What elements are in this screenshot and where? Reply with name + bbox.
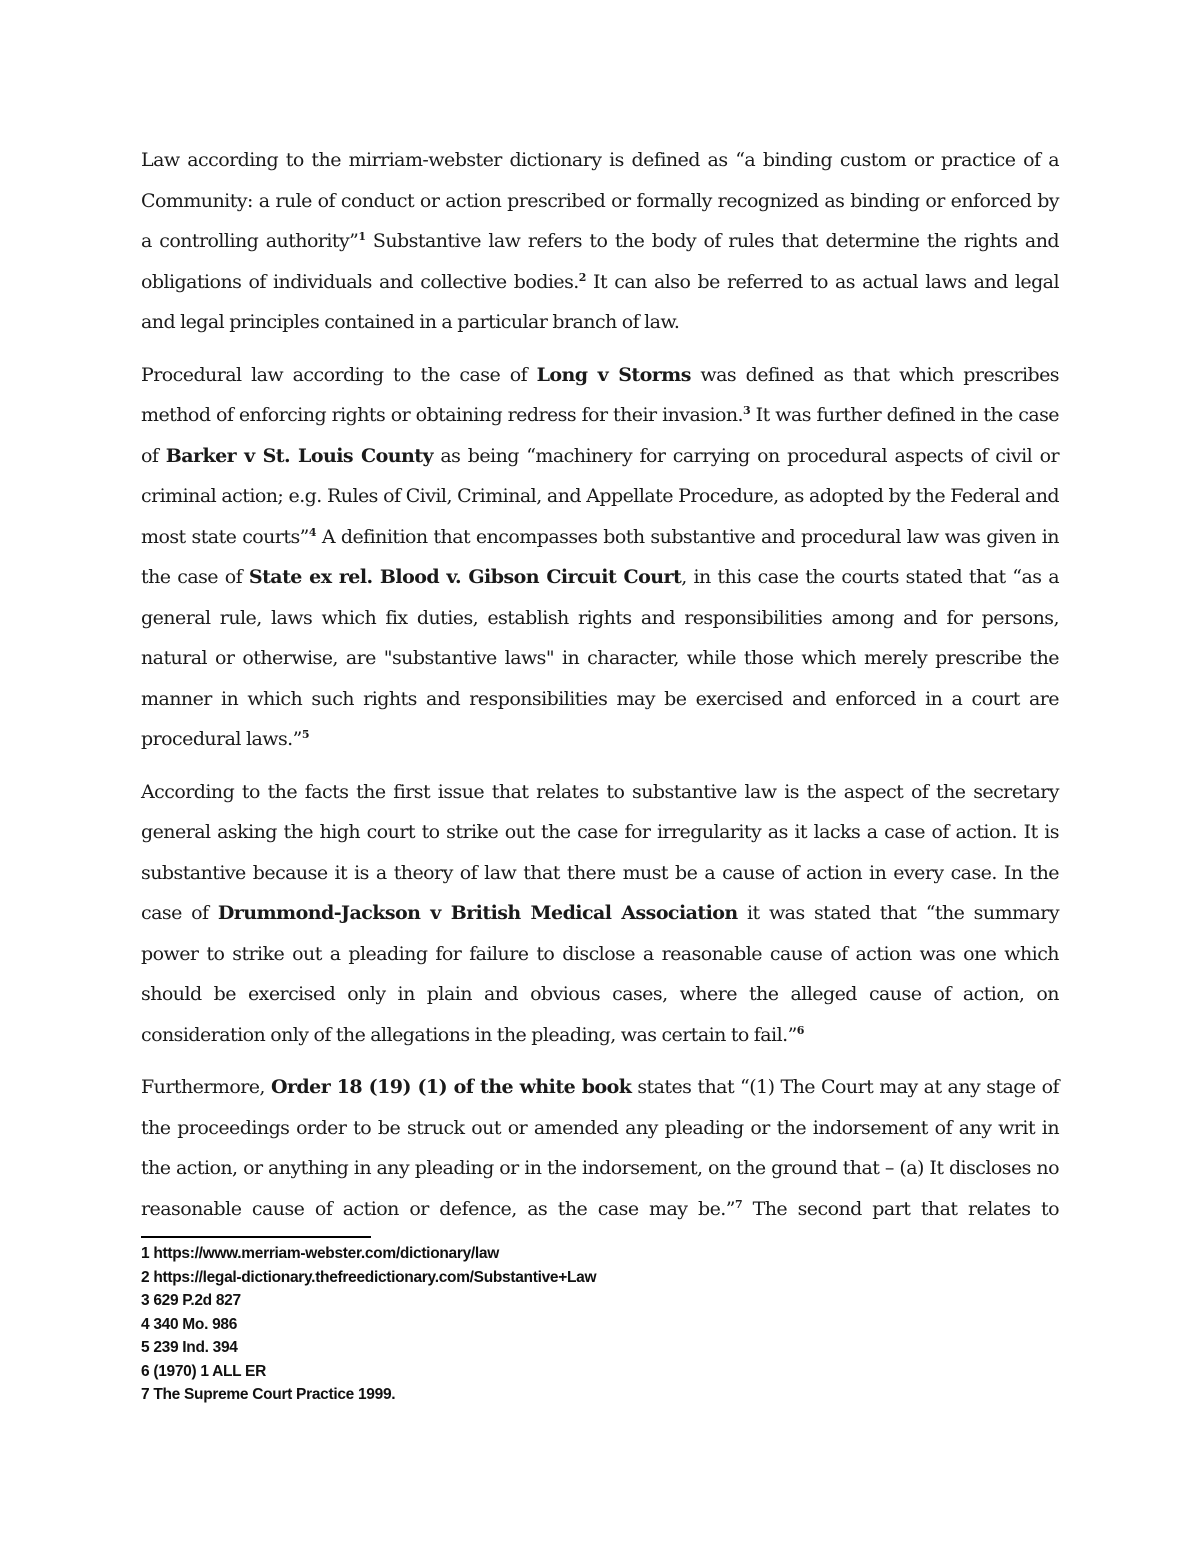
case-name: State ex rel. Blood v. Gibson Circuit Court — [248, 566, 682, 588]
text-run: Procedural law according to the case of — [141, 363, 537, 386]
paragraph — [141, 140, 1059, 343]
footnote-ref: 7 — [734, 1197, 743, 1211]
text-run: , in this case the courts stated that “as a general rule, laws which fix duties, establish rights and responsibilities among and for persons, natural or otherwise, are "substantive laws" in character, while those which merely prescribe the manner in which such rights and responsibilities may be exercised and enforced in a court are procedural laws.” — [141, 566, 1059, 750]
footnote-ref: 3 — [743, 404, 751, 417]
text-run: The second part that relates to — [742, 1197, 1059, 1220]
text-run: it was stated that “the summary power to strike out a pleading for failure to disclose a reasonable cause of action was one which should be exercised only in plain and obvious cases, where the alleged cause of action, on consideration only of the allegations in the pleading, was certain to fail.” — [141, 902, 1060, 1046]
footnote-ref: 2 — [578, 270, 586, 284]
text-run: Furthermore, — [141, 1076, 271, 1098]
document-body — [141, 140, 1059, 1241]
footnote: 3 629 P.2d 827 — [141, 1292, 241, 1309]
text-run: states that “(1) The Court may at any stage of the proceedings order to be struck out or amended any pleading or the indorsement of any writ in the action, or anything in any pleading or in the indorsement, on the ground that – (a) It discloses no reasonable cause of action or defence, as the case may be.” — [141, 1076, 1059, 1220]
footnote: 2 https://legal-dictionary.thefreedictionary.com/Substantive+Law — [141, 1268, 597, 1286]
text-run: as being “machinery for carrying on procedural aspects of civil or criminal action; e.g. Rules of Civil, Criminal, and Appellate Procedure, as adopted by the Federal and most state courts” — [141, 444, 1059, 548]
paragraph — [141, 1067, 1059, 1229]
footnote-ref: 4 — [308, 525, 316, 539]
footnote-ref: 1 — [358, 230, 366, 243]
paragraph — [141, 355, 1059, 760]
text-run: According to the facts the first issue that relates to substantive law is the aspect of the secretary general asking the high court to strike out the case for irregularity as it lacks a case of action. It is substantive because it is a theory of law that there must be a cause of action in every case. In the case of — [141, 780, 1059, 924]
text-run: Law according to the mirriam-webster dictionary is defined as “a binding custom or practice of a Community: a rule of conduct or action prescribed or formally recognized as binding or enforced by a controlling authority” — [141, 149, 1059, 252]
footnote: 4 340 Mo. 986 — [141, 1315, 238, 1333]
footnote: 7 The Supreme Court Practice 1999. — [141, 1386, 396, 1403]
case-name: Long v Storms — [536, 363, 691, 386]
case-name: Barker v St. Louis County — [165, 444, 433, 467]
footnote-separator — [141, 1236, 371, 1238]
footnote-ref: 6 — [796, 1023, 804, 1037]
text-run: was defined as that which prescribes method of enforcing rights or obtaining redress for their invasion. — [141, 363, 1059, 426]
footnote: 5 239 Ind. 394 — [141, 1339, 238, 1356]
text-run: It can also be referred to as actual laws and legal and legal principles contained in a particular branch of law. — [141, 270, 1059, 333]
footnote-ref: 5 — [301, 728, 309, 741]
footnote: 1 https://www.merriam-webster.com/dictionary/law — [141, 1245, 499, 1262]
text-run: A definition that encompasses both substantive and procedural law was given in the case of — [141, 525, 1059, 588]
text-run: Substantive law refers to the body of rules that determine the rights and obligations of individuals and collective bodies. — [141, 230, 1059, 293]
case-name: Order 18 (19) (1) of the white book — [270, 1076, 632, 1098]
footnotes-section — [141, 1236, 1059, 1407]
text-run: It was further defined in the case of — [141, 404, 1059, 467]
case-name: Drummond-Jackson v British Medical Association — [217, 902, 738, 924]
footnote: 6 (1970) 1 ALL ER — [141, 1362, 266, 1380]
paragraph — [141, 772, 1059, 1056]
